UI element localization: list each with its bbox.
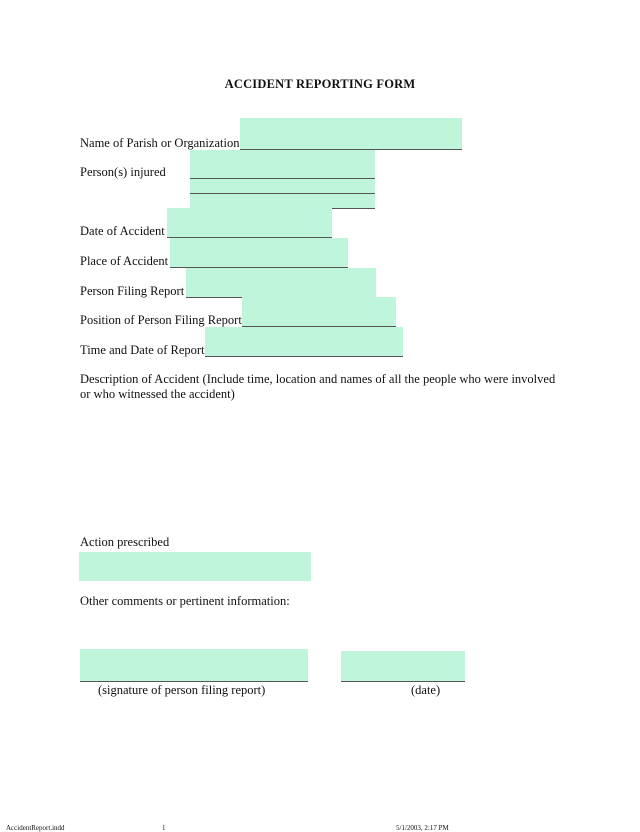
form-title: ACCIDENT REPORTING FORM [224,77,416,91]
place-of-accident-label: Place of Accident [80,254,169,268]
time-and-date-label: Time and Date of Report [80,343,205,357]
footer-page-number: 1 [162,824,166,832]
footer-timestamp: 5/1/2003, 2:17 PM [396,824,449,832]
time-and-date-field[interactable] [205,327,403,357]
organization-field[interactable] [240,118,462,150]
place-of-accident-field[interactable] [170,238,348,268]
position-of-person-label: Position of Person Filing Report [80,313,242,327]
footer-filename: AccidentReport.indd [6,824,65,832]
person-filing-label: Person Filing Report [80,284,185,298]
position-of-person-field[interactable] [242,297,396,327]
person-filing-field[interactable] [186,268,376,298]
persons-injured-label: Person(s) injured [80,165,166,179]
date-caption: (date) [411,683,441,697]
organization-label: Name of Parish or Organization [80,136,240,150]
date-of-accident-field[interactable] [167,208,332,238]
description-label: Description of Accident (Include time, location and names of all the people who were involved or who witnessed the accident) [80,372,556,401]
persons-injured-field-2[interactable] [190,179,375,194]
signature-caption: (signature of person filing report) [98,683,266,697]
date-field[interactable] [341,651,465,682]
action-prescribed-label: Action prescribed [80,535,170,549]
date-of-accident-label: Date of Accident [80,224,165,238]
comments-label: Other comments or pertinent information: [80,594,290,608]
persons-injured-field-3[interactable] [190,194,375,209]
persons-injured-field-1[interactable] [190,150,375,179]
signature-field[interactable] [80,649,308,682]
action-prescribed-field[interactable] [79,552,311,581]
